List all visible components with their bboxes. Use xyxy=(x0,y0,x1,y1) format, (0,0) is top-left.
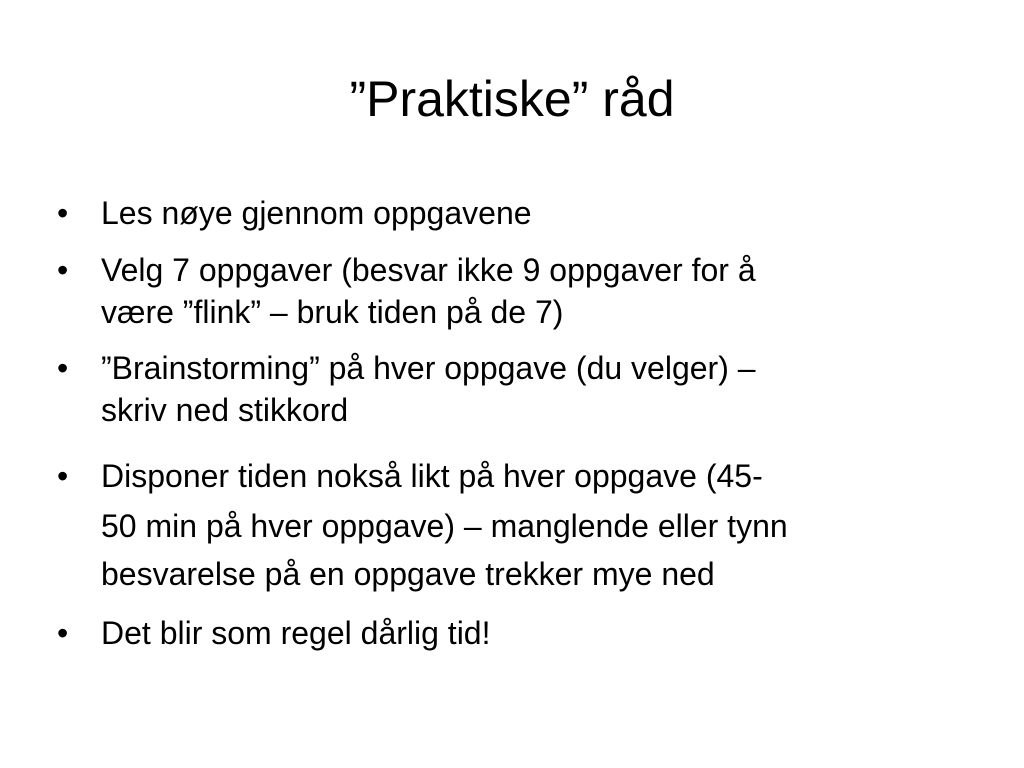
bullet-text-line: skriv ned stikkord xyxy=(101,392,349,428)
bullet-text-line: Les nøye gjennom oppgavene xyxy=(101,195,532,231)
bullet-dot-icon: • xyxy=(57,252,69,288)
bullet-dot-icon: • xyxy=(57,458,69,494)
bullet-text-line: Disponer tiden nokså likt på hver oppgave (45- xyxy=(101,458,763,494)
bullet-text-line: ”Brainstorming” på hver oppgave (du velger) – xyxy=(101,350,756,386)
bullet-dot-icon: • xyxy=(57,350,69,386)
bullet-dot-icon: • xyxy=(57,615,69,651)
bullet-text-line: besvarelse på en oppgave trekker mye ned xyxy=(101,556,715,592)
bullet-text-line: være ”flink” – bruk tiden på de 7) xyxy=(101,294,564,330)
bullet-text-line: Det blir som regel dårlig tid! xyxy=(101,615,491,651)
bullet-dot-icon: • xyxy=(57,195,69,231)
bullet-text-line: Velg 7 oppgaver (besvar ikke 9 oppgaver for å xyxy=(101,252,756,288)
bullet-text-line: 50 min på hver oppgave) – manglende eller tynn xyxy=(101,508,788,544)
slide-title: ”Praktiske” råd xyxy=(349,71,675,127)
